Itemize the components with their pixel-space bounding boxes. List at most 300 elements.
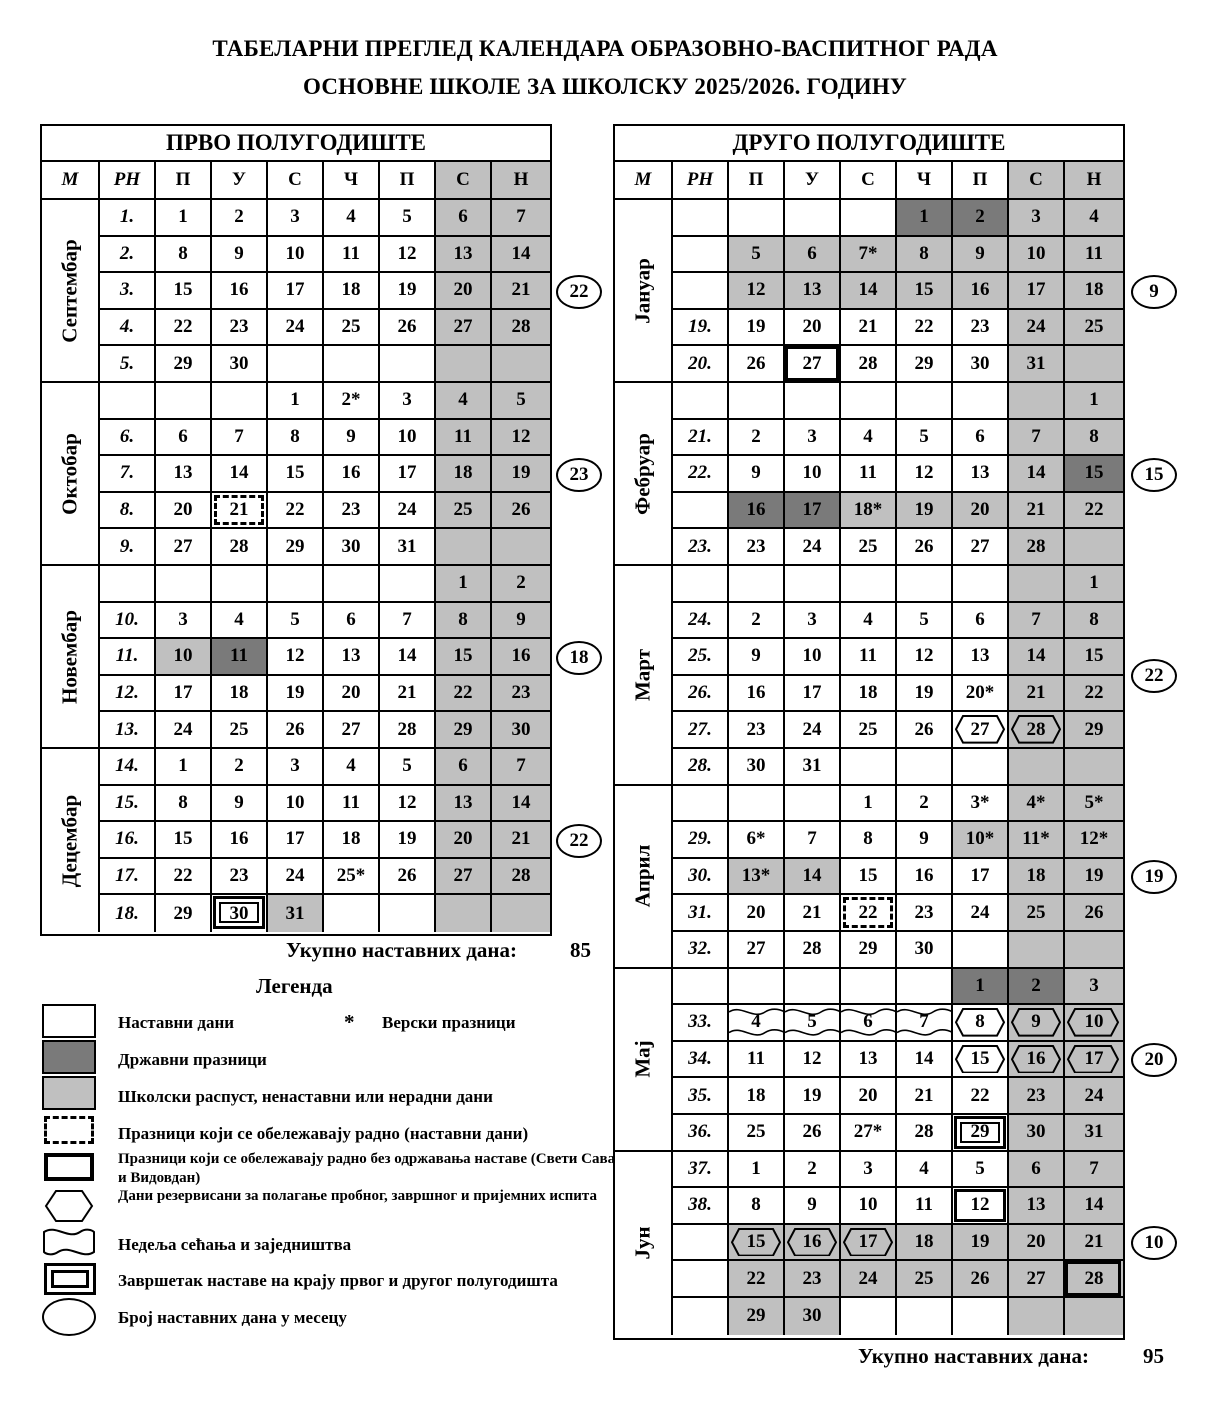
day-cell: 2 [212, 200, 268, 237]
day-cell: 7 [212, 420, 268, 457]
semester-title: ДРУГО ПОЛУГОДИШТЕ [615, 126, 1123, 162]
day-cell: 15 [436, 639, 492, 676]
day-cell [841, 200, 897, 237]
day-cell: 6 [953, 603, 1009, 640]
day-cell: 22 [729, 1261, 785, 1298]
day-cell: 5 [380, 200, 436, 237]
column-header: П [729, 162, 785, 200]
teaching-days-count: 10 [1131, 1226, 1177, 1260]
day-cell: 20 [436, 822, 492, 859]
day-cell: 16 [897, 859, 953, 896]
day-cell: 21 [492, 273, 550, 310]
day-cell: 8 [897, 237, 953, 274]
day-cell: 6* [729, 822, 785, 859]
day-cell: 10 [1065, 1005, 1123, 1042]
week-number [673, 493, 729, 530]
day-cell: 19 [380, 273, 436, 310]
day-cell: 1 [268, 383, 324, 420]
first-semester-total-label: Укупно наставних дана: [286, 938, 517, 962]
day-cell: 28 [1065, 1261, 1123, 1298]
day-cell: 8 [729, 1188, 785, 1225]
teaching-days-count: 22 [1131, 659, 1177, 693]
day-cell [729, 566, 785, 603]
day-cell: 3* [953, 786, 1009, 823]
week-number: 38. [673, 1188, 729, 1225]
day-cell: 27 [1009, 1261, 1065, 1298]
day-cell: 15 [1065, 456, 1123, 493]
column-header: С [841, 162, 897, 200]
day-cell: 12 [268, 639, 324, 676]
working-holiday-marker [843, 897, 893, 928]
week-number: 10. [100, 603, 156, 640]
day-cell: 12 [897, 639, 953, 676]
day-cell: 28 [1009, 529, 1065, 566]
day-cell: 4 [729, 1005, 785, 1042]
day-cell: 20 [436, 273, 492, 310]
day-cell: 26 [953, 1261, 1009, 1298]
day-cell: 27 [729, 932, 785, 969]
day-cell: 26 [897, 712, 953, 749]
day-cell: 30 [492, 712, 550, 749]
day-cell: 11* [1009, 822, 1065, 859]
day-cell: 21 [380, 676, 436, 713]
week-number: 25. [673, 639, 729, 676]
month-name: Новембар [57, 609, 82, 704]
day-cell: 6 [324, 603, 380, 640]
day-cell: 9 [212, 237, 268, 274]
day-cell: 11 [841, 456, 897, 493]
week-number: 19. [673, 310, 729, 347]
day-cell: 2 [212, 749, 268, 786]
day-cell: 9 [729, 639, 785, 676]
day-cell: 31 [1009, 346, 1065, 383]
day-cell: 1 [897, 200, 953, 237]
day-cell [729, 786, 785, 823]
week-number: 37. [673, 1152, 729, 1189]
day-cell: 1 [436, 566, 492, 603]
day-cell: 12* [1065, 822, 1123, 859]
day-cell: 2 [1009, 969, 1065, 1006]
working-holiday-marker [214, 495, 264, 526]
day-cell: 5 [492, 383, 550, 420]
week-number [673, 200, 729, 237]
day-cell: 13 [436, 786, 492, 823]
day-cell: 6 [841, 1005, 897, 1042]
month-label [42, 749, 100, 932]
teaching-days-count: 9 [1131, 275, 1177, 309]
day-cell: 31 [380, 529, 436, 566]
teaching-days-count: 15 [1131, 458, 1177, 492]
day-cell: 22 [268, 493, 324, 530]
day-cell [785, 786, 841, 823]
day-cell: 27 [953, 529, 1009, 566]
day-cell [897, 1298, 953, 1335]
day-cell: 28 [897, 1115, 953, 1152]
day-cell: 3 [268, 200, 324, 237]
week-number: 5. [100, 346, 156, 383]
day-cell: 2 [729, 420, 785, 457]
month-name: Децембар [57, 794, 82, 887]
day-cell: 30 [785, 1298, 841, 1335]
week-number [673, 1261, 729, 1298]
month-name: Септембар [57, 238, 82, 343]
day-cell: 20 [785, 310, 841, 347]
week-number: 4. [100, 310, 156, 347]
day-cell: 30 [212, 895, 268, 932]
day-cell: 26 [380, 310, 436, 347]
day-cell [492, 346, 550, 383]
week-number [100, 566, 156, 603]
day-cell: 10 [841, 1188, 897, 1225]
day-cell: 23 [729, 529, 785, 566]
day-cell: 13 [953, 456, 1009, 493]
day-cell: 26 [785, 1115, 841, 1152]
teaching-days-count: 22 [556, 824, 602, 858]
day-cell: 21 [212, 493, 268, 530]
day-cell: 4 [212, 603, 268, 640]
day-cell: 3 [785, 603, 841, 640]
day-cell: 23 [324, 493, 380, 530]
day-cell: 15 [953, 1042, 1009, 1079]
day-cell: 4 [324, 749, 380, 786]
day-cell: 9 [785, 1188, 841, 1225]
column-header: У [785, 162, 841, 200]
legend-item-working-holidays: Празници који се обележавају радно (наставни дани) [118, 1124, 529, 1143]
day-cell: 20 [841, 1078, 897, 1115]
day-cell: 28 [380, 712, 436, 749]
week-number: 22. [673, 456, 729, 493]
month-name: Март [630, 648, 655, 701]
day-cell [841, 383, 897, 420]
day-cell: 5 [897, 603, 953, 640]
legend-star-symbol: * [344, 1010, 355, 1034]
day-cell: 11 [436, 420, 492, 457]
day-cell: 17 [785, 493, 841, 530]
week-number: 21. [673, 420, 729, 457]
week-number: 2. [100, 237, 156, 274]
day-cell: 7 [785, 822, 841, 859]
day-cell: 16 [324, 456, 380, 493]
day-cell: 2 [785, 1152, 841, 1189]
month-label [615, 1152, 673, 1335]
month-label [615, 969, 673, 1152]
day-cell: 18 [436, 456, 492, 493]
day-cell [1065, 932, 1123, 969]
day-cell [156, 566, 212, 603]
day-cell: 17 [156, 676, 212, 713]
week-number: 36. [673, 1115, 729, 1152]
day-cell: 29 [729, 1298, 785, 1335]
day-cell: 26 [268, 712, 324, 749]
month-label [615, 566, 673, 786]
day-cell: 7 [1065, 1152, 1123, 1189]
day-cell [1009, 749, 1065, 786]
day-cell: 4 [897, 1152, 953, 1189]
day-cell [1009, 932, 1065, 969]
day-cell [841, 749, 897, 786]
column-header: М [615, 162, 673, 200]
week-number: 35. [673, 1078, 729, 1115]
holiday-no-classes-marker [1065, 1261, 1121, 1296]
week-number [673, 237, 729, 274]
second-semester-total-value: 95 [1143, 1344, 1164, 1368]
day-cell: 2 [492, 566, 550, 603]
week-number [673, 273, 729, 310]
legend-item-religious-holidays: Верски празници [382, 1013, 516, 1032]
day-cell: 22 [1065, 676, 1123, 713]
day-cell: 13 [436, 237, 492, 274]
day-cell: 10 [156, 639, 212, 676]
day-cell: 29 [156, 346, 212, 383]
holiday-no-classes-marker [785, 346, 839, 381]
month-label [615, 786, 673, 969]
day-cell: 24 [1065, 1078, 1123, 1115]
day-cell [953, 1298, 1009, 1335]
week-number: 12. [100, 676, 156, 713]
legend-item-teaching-day-count: Број наставних дана у месецу [118, 1308, 347, 1327]
day-cell [897, 749, 953, 786]
day-cell: 28 [1009, 712, 1065, 749]
day-cell: 18 [841, 676, 897, 713]
month-label [615, 200, 673, 383]
month-name: Април [630, 844, 655, 908]
day-cell: 8 [841, 822, 897, 859]
day-cell: 17 [1065, 1042, 1123, 1079]
day-cell [436, 346, 492, 383]
week-number: 7. [100, 456, 156, 493]
day-cell [785, 200, 841, 237]
day-cell: 17 [785, 676, 841, 713]
day-cell: 23 [729, 712, 785, 749]
day-cell: 22 [436, 676, 492, 713]
day-cell: 22 [841, 895, 897, 932]
week-number: 31. [673, 895, 729, 932]
day-cell [729, 383, 785, 420]
day-cell: 20 [1009, 1225, 1065, 1262]
day-cell [1009, 383, 1065, 420]
day-cell: 23 [897, 895, 953, 932]
week-number: 13. [100, 712, 156, 749]
week-number: 24. [673, 603, 729, 640]
legend-item-end-of-semester: Завршетак наставе на крају првог и другог полугодишта [118, 1271, 558, 1290]
day-cell [785, 566, 841, 603]
week-number: 9. [100, 529, 156, 566]
end-of-semester-marker [954, 1116, 1006, 1149]
day-cell: 13 [841, 1042, 897, 1079]
day-cell: 24 [785, 712, 841, 749]
day-cell: 14 [492, 786, 550, 823]
day-cell: 9 [212, 786, 268, 823]
day-cell [380, 895, 436, 932]
day-cell: 15 [156, 822, 212, 859]
day-cell: 13 [1009, 1188, 1065, 1225]
day-cell: 10* [953, 822, 1009, 859]
day-cell: 12 [897, 456, 953, 493]
day-cell: 30 [953, 346, 1009, 383]
column-header: М [42, 162, 100, 200]
day-cell: 30 [897, 932, 953, 969]
legend-item-school-break: Школски распуст, ненаставни или нерадни дани [118, 1087, 493, 1106]
day-cell: 24 [953, 895, 1009, 932]
hexagon-icon [44, 1189, 94, 1223]
legend-item-teaching-days: Наставни дани [118, 1013, 235, 1032]
day-cell [436, 529, 492, 566]
day-cell: 3 [156, 603, 212, 640]
week-number: 30. [673, 859, 729, 896]
day-cell: 17 [1009, 273, 1065, 310]
day-cell: 5 [897, 420, 953, 457]
day-cell: 5 [785, 1005, 841, 1042]
day-cell [953, 749, 1009, 786]
day-cell [212, 566, 268, 603]
column-header: РН [673, 162, 729, 200]
day-cell: 15 [1065, 639, 1123, 676]
day-cell: 7 [492, 200, 550, 237]
day-cell: 6 [785, 237, 841, 274]
day-cell: 26 [729, 346, 785, 383]
legend-symbol-state-holidays [42, 1040, 96, 1074]
day-cell: 19 [492, 456, 550, 493]
day-cell: 19 [897, 493, 953, 530]
day-cell: 17 [268, 822, 324, 859]
month-name: Октобар [57, 432, 82, 515]
day-cell [897, 969, 953, 1006]
day-cell: 13* [729, 859, 785, 896]
teaching-days-count: 20 [1131, 1043, 1177, 1077]
week-number: 6. [100, 420, 156, 457]
day-cell: 16 [212, 273, 268, 310]
day-cell [492, 529, 550, 566]
week-number [673, 1298, 729, 1335]
day-cell: 4 [1065, 200, 1123, 237]
day-cell: 20* [953, 676, 1009, 713]
day-cell: 25 [729, 1115, 785, 1152]
day-cell [729, 200, 785, 237]
day-cell: 29 [897, 346, 953, 383]
day-cell [729, 969, 785, 1006]
day-cell: 24 [156, 712, 212, 749]
day-cell: 21 [841, 310, 897, 347]
legend-symbol-working-holidays [44, 1116, 94, 1144]
day-cell: 19 [729, 310, 785, 347]
day-cell: 1 [729, 1152, 785, 1189]
day-cell: 11 [729, 1042, 785, 1079]
wave-icon [42, 1226, 96, 1258]
day-cell: 3 [268, 749, 324, 786]
week-number: 28. [673, 749, 729, 786]
day-cell: 27 [436, 859, 492, 896]
day-cell: 22 [1065, 493, 1123, 530]
column-header: С [268, 162, 324, 200]
day-cell: 22 [156, 310, 212, 347]
column-header: Н [492, 162, 550, 200]
month-label [42, 383, 100, 566]
day-cell [1065, 749, 1123, 786]
day-cell: 24 [785, 529, 841, 566]
day-cell: 19 [380, 822, 436, 859]
day-cell: 6 [436, 749, 492, 786]
day-cell: 30 [212, 346, 268, 383]
day-cell: 1 [953, 969, 1009, 1006]
column-header: П [953, 162, 1009, 200]
day-cell: 10 [268, 237, 324, 274]
day-cell: 31 [268, 895, 324, 932]
day-cell: 9 [953, 237, 1009, 274]
day-cell [897, 566, 953, 603]
day-cell: 16 [212, 822, 268, 859]
day-cell: 26 [492, 493, 550, 530]
day-cell: 9 [1009, 1005, 1065, 1042]
day-cell: 27 [953, 712, 1009, 749]
day-cell: 13 [324, 639, 380, 676]
day-cell [953, 932, 1009, 969]
day-cell: 22 [953, 1078, 1009, 1115]
day-cell [1065, 346, 1123, 383]
day-cell: 2 [897, 786, 953, 823]
month-name: Мај [630, 1040, 655, 1078]
column-header: РН [100, 162, 156, 200]
legend-item-state-holidays: Државни празници [118, 1050, 267, 1069]
month-name: Јануар [630, 257, 655, 324]
day-cell: 12 [380, 786, 436, 823]
day-cell: 18 [212, 676, 268, 713]
day-cell: 23 [212, 859, 268, 896]
day-cell: 15 [268, 456, 324, 493]
legend-symbol-school-break [42, 1076, 96, 1110]
day-cell: 5 [729, 237, 785, 274]
day-cell: 25 [1009, 895, 1065, 932]
week-number [673, 383, 729, 420]
day-cell: 15 [897, 273, 953, 310]
day-cell: 11 [841, 639, 897, 676]
day-cell: 25 [841, 712, 897, 749]
day-cell: 15 [841, 859, 897, 896]
day-cell: 2 [729, 603, 785, 640]
day-cell [841, 1298, 897, 1335]
day-cell: 18 [324, 822, 380, 859]
week-number [673, 969, 729, 1006]
day-cell: 12 [380, 237, 436, 274]
legend-title: Легенда [256, 974, 333, 998]
day-cell: 21 [785, 895, 841, 932]
legend-symbol-holidays-no-classes [44, 1153, 94, 1181]
second-semester-table [613, 124, 1125, 1340]
day-cell: 5* [1065, 786, 1123, 823]
day-cell: 17 [380, 456, 436, 493]
day-cell: 24 [841, 1261, 897, 1298]
day-cell: 8 [1065, 420, 1123, 457]
day-cell: 18 [324, 273, 380, 310]
day-cell: 7 [380, 603, 436, 640]
day-cell: 21 [897, 1078, 953, 1115]
day-cell: 28 [212, 529, 268, 566]
day-cell [841, 969, 897, 1006]
day-cell: 7* [841, 237, 897, 274]
day-cell [212, 383, 268, 420]
day-cell: 16 [1009, 1042, 1065, 1079]
day-cell: 21 [492, 822, 550, 859]
day-cell: 27 [156, 529, 212, 566]
day-cell: 8 [268, 420, 324, 457]
day-cell [324, 566, 380, 603]
day-cell: 12 [492, 420, 550, 457]
day-cell [785, 969, 841, 1006]
day-cell: 9 [729, 456, 785, 493]
day-cell: 26 [1065, 895, 1123, 932]
day-cell: 23 [953, 310, 1009, 347]
day-cell: 12 [729, 273, 785, 310]
day-cell [1065, 529, 1123, 566]
